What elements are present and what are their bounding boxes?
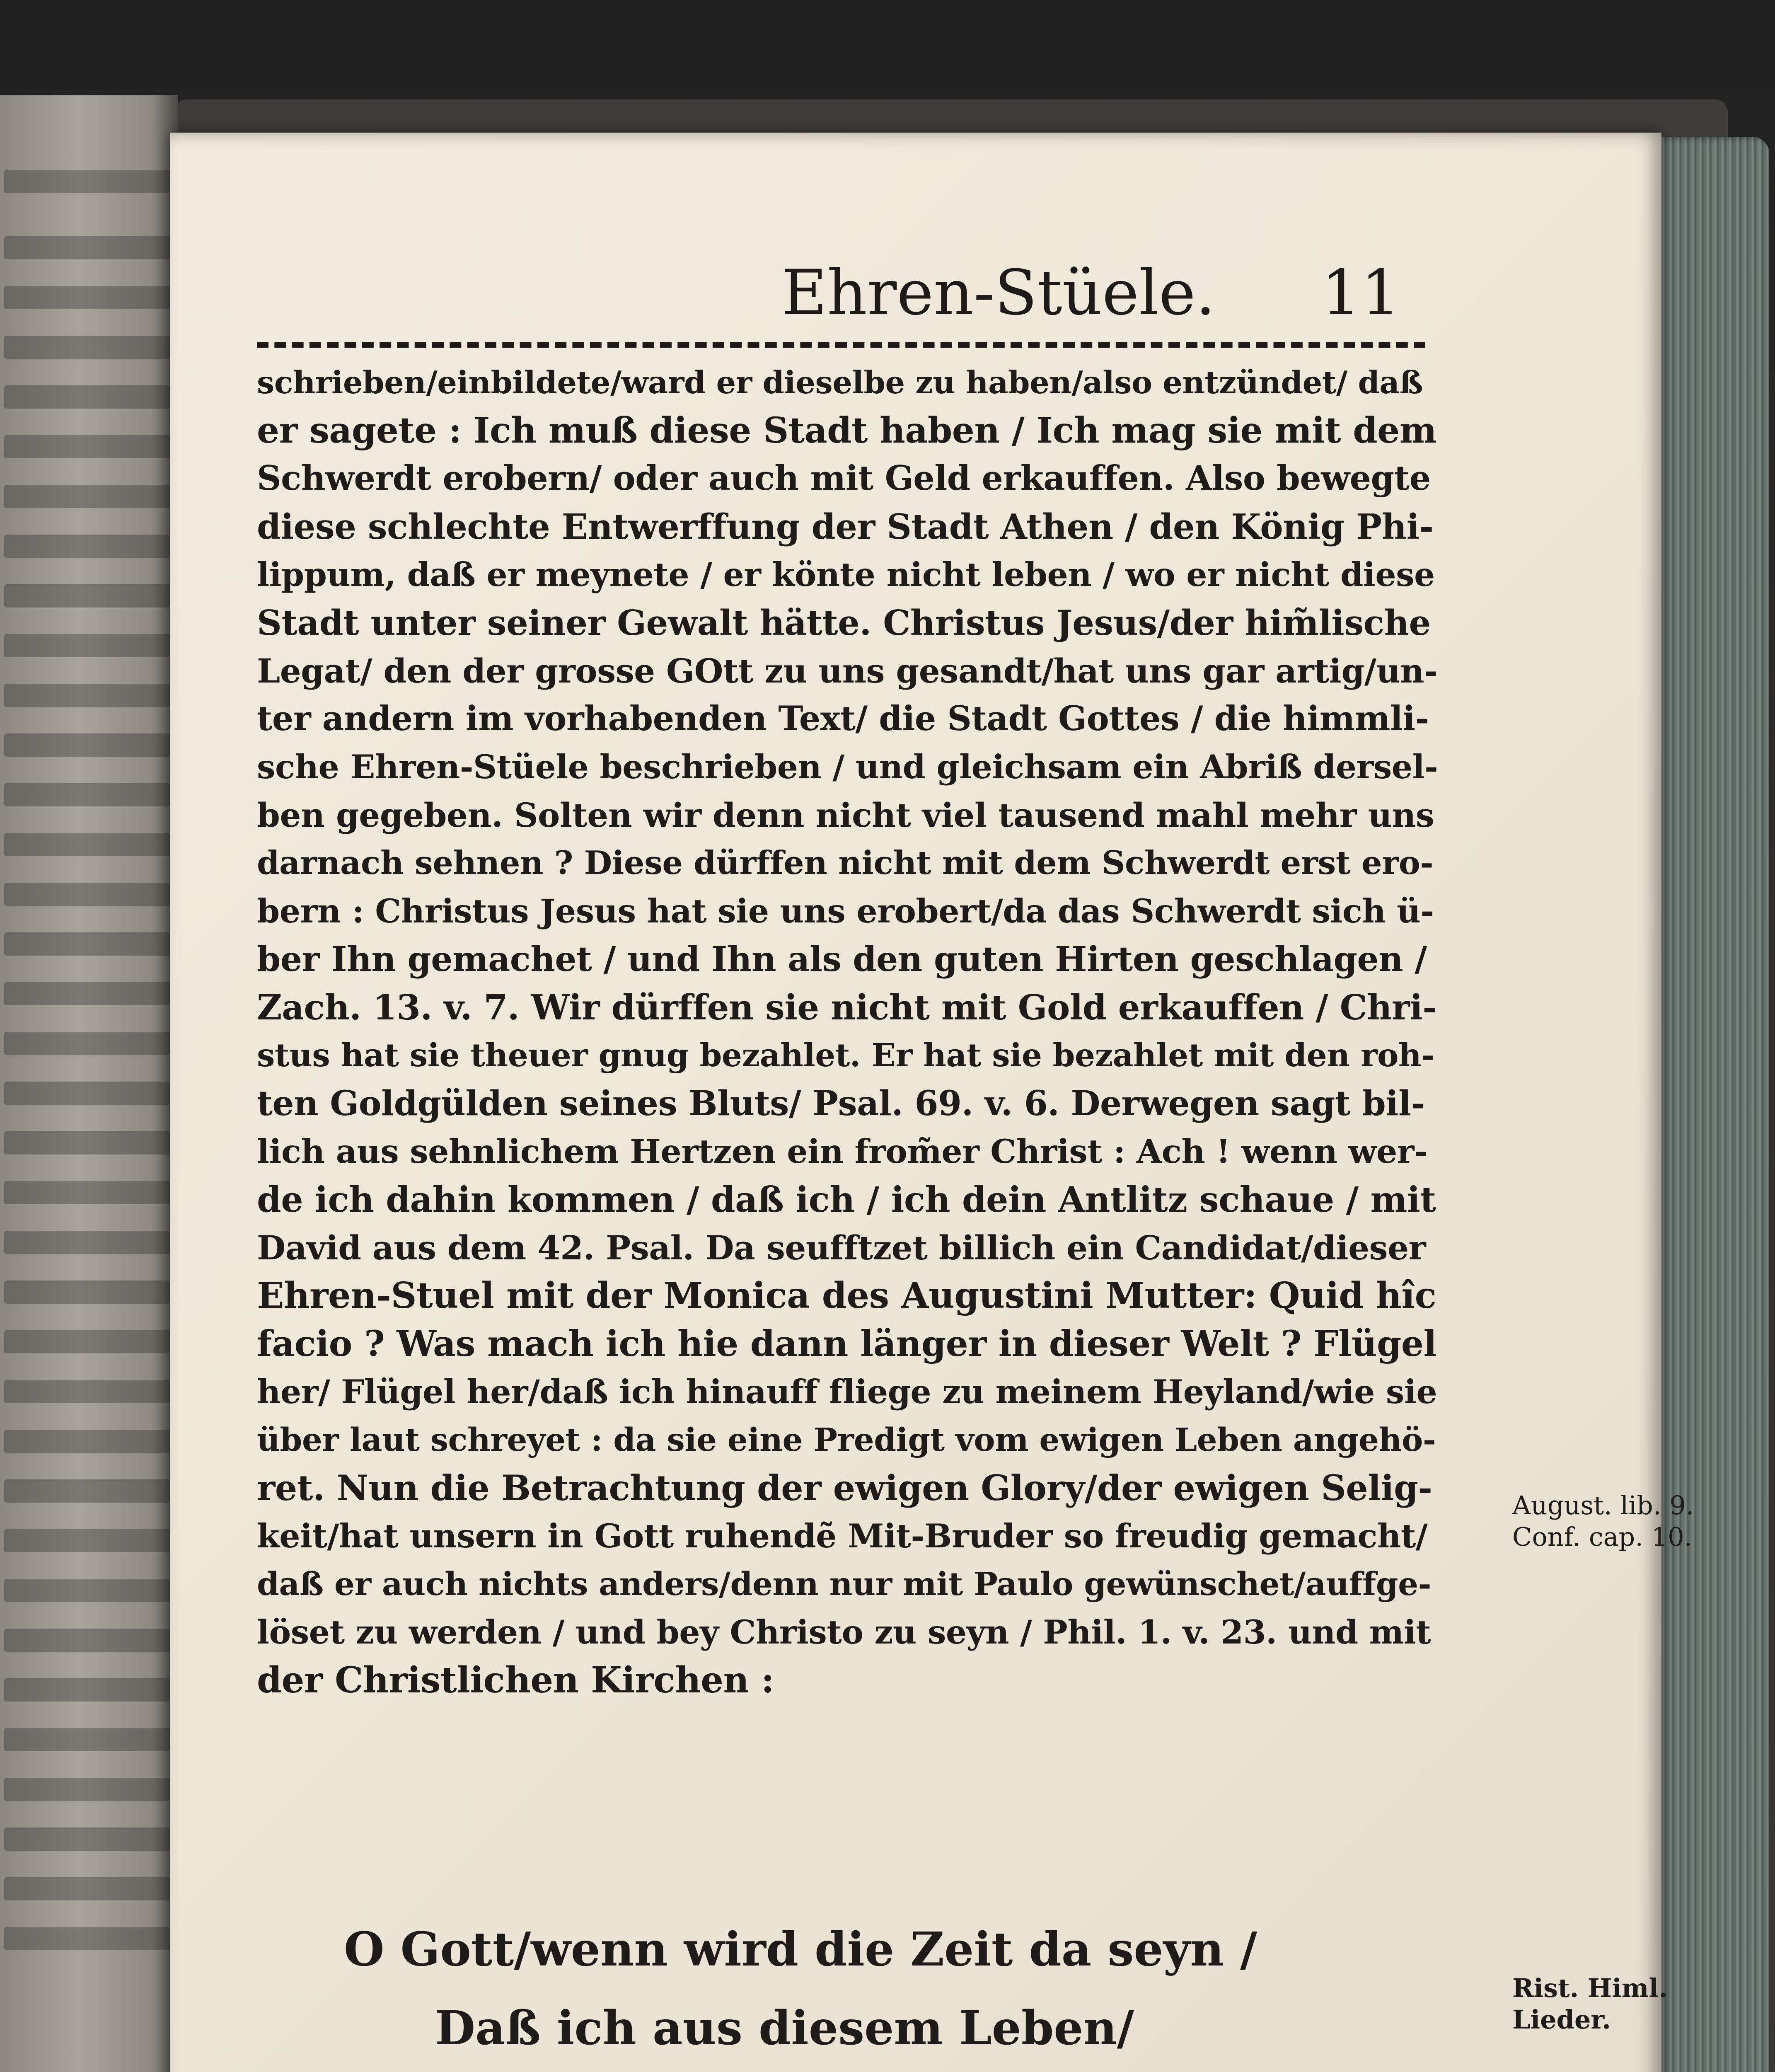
- facing-page-text-line: [4, 883, 170, 906]
- text-line: lippum, daß er meynete / er könte nicht leben / wo er nicht diese: [257, 555, 1435, 594]
- facing-page-text-line: [4, 1380, 170, 1403]
- text-line: her/ Flügel her/daß ich hinauff fliege zu meinem Heyland/wie sie: [257, 1372, 1437, 1411]
- facing-page-text-line: [4, 1032, 170, 1055]
- facing-page-fragment: [0, 95, 178, 2072]
- facing-page-text-line: [4, 1778, 170, 1801]
- text-line: David aus dem 42. Psal. Da seufftzet billich ein Candidat/dieser: [257, 1228, 1426, 1267]
- facing-page-text-line: [4, 1082, 170, 1105]
- facing-page-text-line: [4, 1131, 170, 1155]
- text-line: er sagete : Ich muß diese Stadt haben / Ich mag sie mit dem: [257, 410, 1437, 451]
- facing-page-text-line: [4, 1181, 170, 1204]
- facing-page-text-line: [4, 535, 170, 558]
- facing-page-text-line: [4, 584, 170, 608]
- text-line: schrieben/einbildete/ward er dieselbe zu haben/also entzündet/ daß: [257, 364, 1423, 401]
- text-line: bern : Christus Jesus hat sie uns erobert/da das Schwerdt sich ü-: [257, 892, 1434, 930]
- facing-page-text-line: [4, 170, 170, 193]
- facing-page-text-line: [4, 1877, 170, 1900]
- book-page: [170, 133, 1694, 2072]
- facing-page-text-line: [4, 286, 170, 309]
- text-line: der Christlichen Kirchen :: [257, 1659, 774, 1701]
- facing-page-text-line: [4, 435, 170, 458]
- page-edges: [1653, 137, 1769, 2072]
- text-line: de ich dahin kommen / daß ich / ich dein Antlitz schaue / mit: [257, 1179, 1436, 1220]
- facing-page-text-line: [4, 1280, 170, 1304]
- verse-line: O Gott/wenn wird die Zeit da seyn /: [344, 1922, 1257, 1977]
- facing-page-text-line: [4, 485, 170, 508]
- marginal-note-line: Rist. Himl.: [1512, 1973, 1668, 2003]
- facing-page-text-line: [4, 634, 170, 657]
- verse-line: Daß ich aus diesem Leben/: [435, 2001, 1134, 2055]
- marginal-note-line: Conf. cap. 10.: [1512, 1522, 1693, 1552]
- marginal-note-line: August. lib. 9.: [1512, 1490, 1694, 1520]
- facing-page-text-line: [4, 236, 170, 259]
- facing-page-text-line: [4, 733, 170, 757]
- page-number: 11: [1321, 257, 1400, 329]
- marginal-note-rist: [1512, 1973, 1744, 2036]
- facing-page-text-line: [4, 1629, 170, 1652]
- text-line: sche Ehren-Stüele beschrieben / und gleichsam ein Abriß dersel-: [257, 748, 1438, 786]
- text-line: darnach sehnen ? Diese dürffen nicht mit dem Schwerdt erst ero-: [257, 844, 1434, 882]
- text-line: ber Ihn gemachet / und Ihn als den guten Hirten geschlagen /: [257, 939, 1427, 979]
- facing-page-text-line: [4, 1678, 170, 1702]
- header-rule: [257, 342, 1425, 348]
- running-title: Ehren-Stüele.: [781, 257, 1216, 329]
- text-line: Zach. 13. v. 7. Wir dürffen sie nicht mit Gold erkauffen / Chri-: [257, 987, 1437, 1028]
- marginal-note-augustine: [1512, 1490, 1744, 1553]
- facing-page-text-line: [4, 1728, 170, 1751]
- text-line: Schwerdt erobern/ oder auch mit Geld erkauffen. Also bewegte: [257, 459, 1431, 498]
- facing-page-text-line: [4, 833, 170, 856]
- main-text-block: [257, 358, 1438, 1704]
- text-line: ten Goldgülden seines Bluts/ Psal. 69. v. 6. Derwegen sagt bil-: [257, 1084, 1425, 1123]
- facing-page-text-line: [4, 783, 170, 806]
- text-line: ret. Nun die Betrachtung der ewigen Glory/der ewigen Selig-: [257, 1467, 1432, 1508]
- facing-page-text-line: [4, 1330, 170, 1353]
- facing-page-text-line: [4, 1430, 170, 1453]
- facing-page-text-line: [4, 1828, 170, 1851]
- facing-page-text-line: [4, 932, 170, 956]
- text-line: Stadt unter seiner Gewalt hätte. Christus Jesus/der him̃lische: [257, 603, 1431, 643]
- text-line: daß er auch nichts anders/denn nur mit Paulo gewünschet/auffge-: [257, 1566, 1432, 1603]
- facing-page-text-line: [4, 1927, 170, 1950]
- facing-page-text-line: [4, 1479, 170, 1503]
- facing-page-text-line: [4, 684, 170, 707]
- text-line: ben gegeben. Solten wir denn nicht viel tausend mahl mehr uns: [257, 796, 1434, 835]
- marginal-note-line: Lieder.: [1512, 2004, 1611, 2035]
- facing-page-text-line: [4, 1529, 170, 1552]
- text-line: lich aus sehnlichem Hertzen ein from̃er Christ : Ach ! wenn wer-: [257, 1132, 1428, 1171]
- text-line: keit/hat unsern in Gott ruhendẽ Mit-Bruder so freudig gemacht/: [257, 1517, 1428, 1555]
- text-line: über laut schreyet : da sie eine Predigt vom ewigen Leben angehö-: [257, 1421, 1436, 1459]
- text-line: stus hat sie theuer gnug bezahlet. Er hat sie bezahlet mit den roh-: [257, 1037, 1434, 1074]
- text-line: Ehren-Stuel mit der Monica des Augustini Mutter: Quid hîc: [257, 1275, 1436, 1317]
- facing-page-text-line: [4, 385, 170, 409]
- text-line: diese schlechte Entwerffung der Stadt Athen / den König Phi-: [257, 506, 1434, 547]
- text-line: löset zu werden / und bey Christo zu seyn / Phil. 1. v. 23. und mit: [257, 1613, 1431, 1651]
- text-line: facio ? Was mach ich hie dann länger in dieser Welt ? Flügel: [257, 1323, 1437, 1365]
- verse-quotation: [344, 1919, 1421, 2072]
- text-line: ter andern im vorhabenden Text/ die Stadt Gottes / die himmli-: [257, 699, 1429, 738]
- facing-page-text-line: [4, 1231, 170, 1254]
- facing-page-text-line: [4, 982, 170, 1005]
- facing-page-text-line: [4, 336, 170, 359]
- facing-page-text-line: [4, 1579, 170, 1602]
- text-line: Legat/ den der grosse GOtt zu uns gesandt/hat uns gar artig/un-: [257, 651, 1438, 690]
